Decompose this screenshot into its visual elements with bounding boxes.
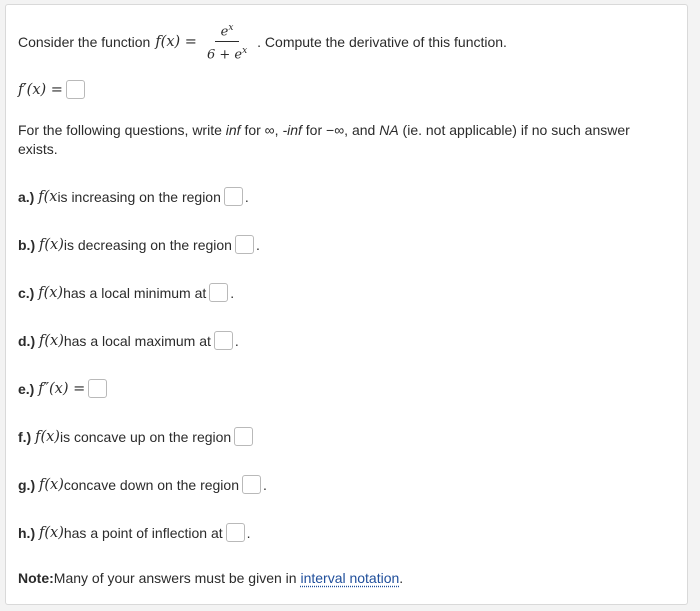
fraction-numerator: $e^x$ [215, 21, 240, 42]
answer-input-h[interactable] [226, 523, 245, 542]
function-name: f(x) = [155, 33, 197, 50]
question-f: f.) f(x) is concave up on the region [18, 427, 254, 446]
intro-prefix: Consider the function [18, 33, 151, 50]
answer-input-e[interactable] [88, 379, 107, 398]
answer-input-d[interactable] [214, 331, 233, 350]
question-e: e.) f″(x) = [18, 379, 108, 398]
answer-input-b[interactable] [235, 235, 254, 254]
derivative-answer-input[interactable] [66, 80, 85, 99]
answer-input-f[interactable] [234, 427, 253, 446]
answer-input-a[interactable] [224, 187, 243, 206]
question-card [5, 4, 688, 605]
question-b: b.) f(x) is decreasing on the region . [18, 236, 260, 253]
question-h: h.) f(x) has a point of inflection at . [18, 524, 251, 541]
function-fraction [201, 21, 253, 63]
intro-suffix: . Compute the derivative of this function. [257, 33, 507, 50]
fraction-denominator: $6 + e^x$ [206, 46, 248, 63]
note-line: Note: Many of your answers must be given in interval notation . [18, 570, 404, 586]
answer-input-g[interactable] [242, 475, 261, 494]
instructions: For the following questions, write inf for ∞, -inf for −∞, and NA (ie. not applicable) if no such answer exists. [18, 122, 630, 157]
question-c: c.) f(x) has a local minimum at . [18, 284, 235, 301]
interval-notation-link[interactable]: interval notation [300, 570, 400, 586]
question-d: d.) f(x) has a local maximum at . [18, 332, 239, 349]
derivative-line [18, 80, 86, 99]
question-a: a.) f(x is increasing on the region . [18, 188, 249, 205]
answer-input-c[interactable] [209, 283, 228, 302]
derivative-label: f′(x) = [18, 81, 63, 98]
intro-line [18, 21, 507, 63]
question-g: g.) f(x) concave down on the region . [18, 476, 267, 493]
